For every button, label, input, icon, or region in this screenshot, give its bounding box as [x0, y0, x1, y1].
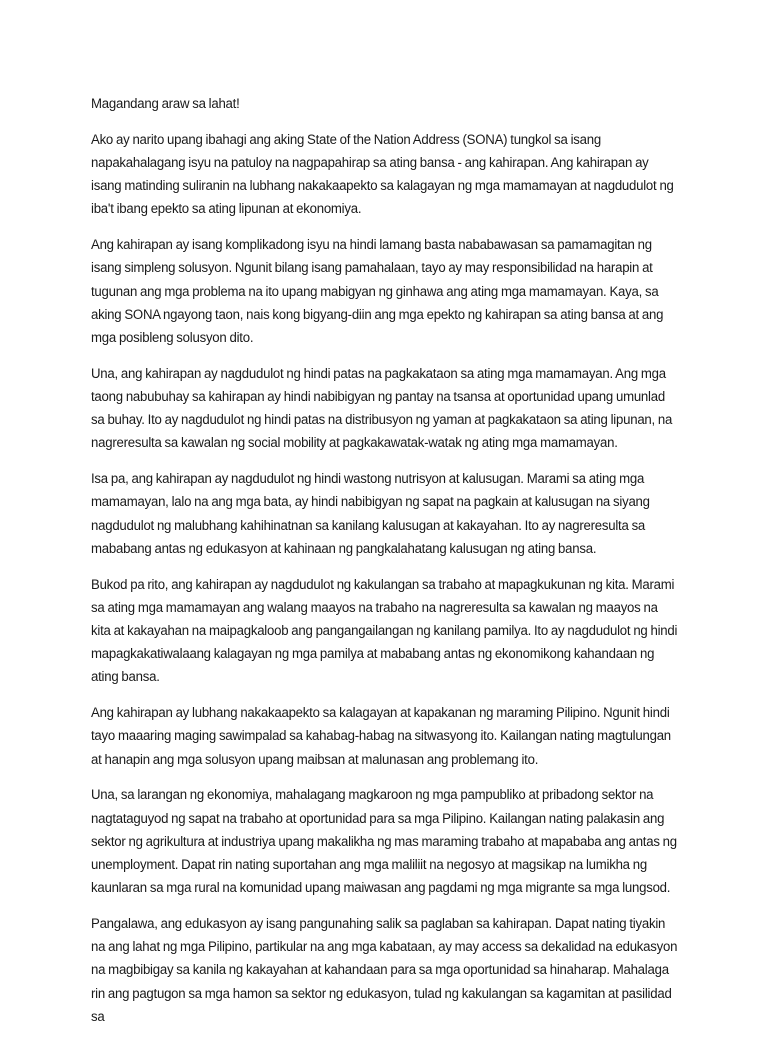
paragraph-3: Una, ang kahirapan ay nagdudulot ng hindi patas na pagkakataon sa ating mga mamamayan. Ang mga taong nabubuhay sa kahirapan ay hindi nabibigyan ng pantay na tsansa at oportunidad upang umunlad sa buhay. Ito ay nagdudulot ng hindi patas na distribusyon ng yaman at pagkakataon sa ating lipunan, na nagreresulta sa kawalan ng social mobility at pagkakawatak-watak ng ating mga mamamayan. [91, 365, 673, 452]
paragraph-8: Pangalawa, ang edukasyon ay isang pangunahing salik sa paglaban sa kahirapan. Dapat nating tiyakin na ang lahat ng mga Pilipino, partikular na ang mga kabataan, ay may access sa dekalidad na edukasyon na magbibigay sa kanila ng kakayahan at kahandaan para sa mga oportunidad sa hinaharap. Mahalaga rin ang pagtugon sa mga hamon sa sektor ng edukasyon, tulad ng kakulangan sa kagamitan at pasilidad sa [91, 916, 678, 1025]
paragraph-1: Ako ay narito upang ibahagi ang aking State of the Nation Address (SONA) tungkol sa isang napakahalagang isyu na patuloy na nagpapahirap sa ating bansa - ang kahirapan. Ang kahirapan ay isang matinding suliranin na lubhang nakakaapekto sa kalagayan ng mga mamamayan at nagdudulot ng iba't ibang epekto sa ating lipunan at ekonomiya. [91, 131, 674, 218]
paragraph-2: Ang kahirapan ay isang komplikadong isyu na hindi lamang basta nababawasan sa pamamagitan ng isang simpleng solusyon. Ngunit bilang isang pamahalaan, tayo ay may responsibilidad na harapin at tugunan ang mga problema na ito upang mabigyan ng ginhawa ang ating mga mamamayan. Kaya, sa aking SONA ngayong taon, nais kong bigyang-diin ang mga epekto ng kahirapan sa ating bansa at ang mga posibleng solusyon dito. [91, 237, 664, 347]
paragraph-7: Una, sa larangan ng ekonomiya, mahalagang magkaroon ng mga pampubliko at pribadong sektor na nagtataguyod ng sapat na trabaho at oportunidad para sa mga Pilipino. Kailangan nating palakasin ang sektor ng agrikultura at industriya upang makalikha ng mas maraming trabaho at mapababa ang antas ng unemployment. Dapat rin nating suportahan ang mga maliliit na negosyo at magsikap na lumikha ng kaunlaran sa mga rural na komunidad upang maiwasan ang pagdami ng mga migrante sa mga lungsod. [91, 787, 677, 897]
paragraph-4: Isa pa, ang kahirapan ay nagdudulot ng hindi wastong nutrisyon at kalusugan. Marami sa ating mga mamamayan, lalo na ang mga bata, ay hindi nabibigyan ng sapat na pagkain at kalusugan na siyang nagdudulot ng malubhang kahihinatnan sa kanilang kalusugan at kakayahan. Ito ay nagreresulta sa mababang antas ng edukasyon at kahinaan ng pangkalahatang kalusugan ng ating bansa. [91, 471, 650, 557]
document-body [91, 93, 679, 1042]
greeting: Magandang araw sa lahat! [91, 96, 240, 112]
text-column [91, 93, 679, 1042]
paragraph-6: Ang kahirapan ay lubhang nakakaapekto sa kalagayan at kapakanan ng maraming Pilipino. Ngunit hindi tayo maaaring maging sawimpalad sa kahabag-habag na sitwasyong ito. Kailangan nating magtulungan at hanapin ang mga solusyon upang maibsan at malunasan ang problemang ito. [91, 705, 671, 768]
paragraph-5: Bukod pa rito, ang kahirapan ay nagdudulot ng kakulangan sa trabaho at mapagkukunan ng kita. Marami sa ating mga mamamayan ang walang maayos na trabaho na nagreresulta sa kawalan ng maayos na kita at kakayahan na maipagkaloob ang pangangailangan ng kanilang pamilya. Ito ay nagdudulot ng hindi mapagkakatiwalaang kalagayan ng mga pamilya at mababang antas ng ekonomikong kahandaan ng ating bansa. [91, 576, 678, 686]
